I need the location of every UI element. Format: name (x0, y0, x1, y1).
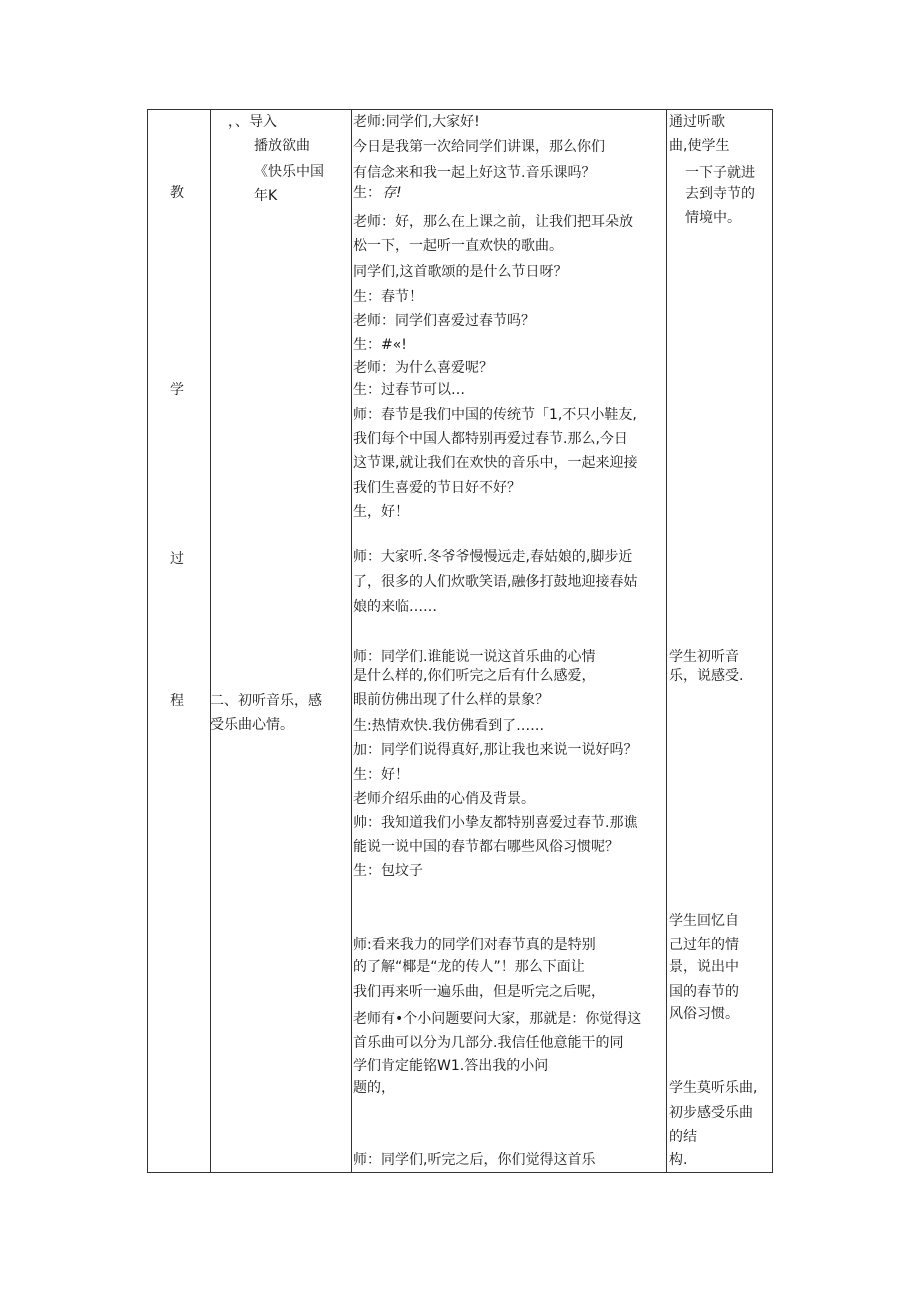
dialogue-line: 娘的来临…… (353, 599, 437, 615)
dialogue-line: 师：同学们,听完之后，你们觉得这首乐 (353, 1152, 596, 1168)
dialogue-line: 生：好！ (353, 767, 409, 783)
dialogue-line: 松一下，一起听一直欢快的歌曲。 (353, 238, 563, 254)
note-line: 通过听歌 (669, 114, 725, 130)
dialogue-line: 我们生喜爱的节日好不好？ (353, 480, 521, 496)
dialogue-line: 题的， (353, 1080, 395, 1096)
note-line: 初步感受乐曲 (669, 1105, 753, 1121)
section-heading-listen: 受乐曲心情。 (210, 717, 294, 733)
column-divider (210, 110, 211, 1172)
dialogue-line: 了，很多的人们炊歌笑语,融侈打鼓地迎接春姑 (353, 574, 638, 590)
dialogue-line: 老师：同学们喜爱过春节吗？ (353, 313, 535, 329)
dialogue-line: 能说一说中国的春节都右哪些风俗习惯呢？ (353, 839, 619, 855)
note-line: 乐，说感受. (669, 668, 744, 684)
note-line: 景，说出中 (669, 959, 739, 975)
dialogue-line: 我们每个中国人都特别再爱过春节.那么,今日 (353, 431, 628, 447)
note-line: 去到寺节的 (685, 186, 755, 202)
dialogue-line: 今日是我第一次给同学们讲课，那么你们 (353, 139, 605, 155)
dialogue-line: 生： (353, 185, 381, 201)
dialogue-line: 加：同学们说得真好,那让我也来说一说好吗？ (353, 742, 638, 758)
section-intro-line: 年K (254, 188, 278, 204)
note-line: 曲,使学生 (669, 138, 730, 154)
dialogue-line: 生:热情欢快.我仿佛看到了…… (353, 718, 545, 734)
dialogue-line: 生：春节！ (353, 289, 423, 305)
note-line: 的结 (669, 1129, 697, 1145)
dialogue-line: 的了解“椰是“龙的传人”！那么下面让 (353, 959, 585, 975)
note-line: 学生莫听乐曲, (669, 1080, 758, 1096)
note-line: 一下子就进 (685, 165, 755, 181)
section-intro-line: 播放欲曲 (254, 138, 310, 154)
dialogue-line: 同学们,这首歌颂的是什么节日呀？ (353, 264, 568, 280)
dialogue-line: 有信念来和我一起上好这节.音乐课吗？ (353, 165, 596, 181)
stage-label-char: 教 (170, 185, 184, 201)
dialogue-line: 存! (382, 185, 402, 201)
note-line: 学生初听音 (669, 649, 739, 665)
stage-label-char: 程 (170, 693, 184, 709)
dialogue-line: 是什么样的,你们听完之后有什么感爱， (353, 668, 596, 684)
dialogue-line: 生，好！ (353, 504, 409, 520)
note-line: 己过年的情 (669, 937, 739, 953)
dialogue-line: 师：春节是我们中国的传统节「1,不只小鞋友, (353, 407, 637, 423)
dialogue-line: 生：过春节可以… (353, 382, 465, 398)
dialogue-line: 帅：我知道我们小挚友都特别喜爱过春节.那谯 (353, 815, 638, 831)
dialogue-line: 我们再来听一遍乐曲，但是听完之后呢， (353, 984, 605, 1000)
dialogue-line: 老师：好，那么在上课之前，让我们把耳朵放 (353, 214, 633, 230)
dialogue-line: 老师：为什么喜爱呢？ (353, 360, 493, 376)
dialogue-line: 首乐曲可以分为几部分.我信任他意能干的同 (353, 1035, 624, 1051)
note-line: 构. (669, 1152, 688, 1168)
stage-label-char: 过 (170, 551, 184, 567)
dialogue-line: 这节课,就让我们在欢快的音乐中，一起来迎接 (353, 455, 638, 471)
note-line: 学生回忆自 (669, 913, 739, 929)
dialogue-line: 眼前仿佛出现了什么样的景象？ (353, 692, 549, 708)
dialogue-line: 老师介绍乐曲的心俏及背景。 (353, 791, 535, 807)
column-divider (351, 110, 352, 1172)
note-line: 情境中。 (685, 210, 741, 226)
section-heading-intro: ，、导入 (228, 114, 277, 130)
dialogue-line: 老师有•个小问题要问大家，那就是：你觉得这 (353, 1011, 642, 1027)
dialogue-line: 老师:同学们,大家好! (353, 114, 480, 130)
note-line: 风俗习惯。 (669, 1006, 739, 1022)
dialogue-line: 师:看来我力的同学们对春节真的是特别 (353, 937, 596, 953)
stage-label-char: 学 (170, 382, 184, 398)
dialogue-line: 学们肯定能铭W1.答出我的小问 (353, 1058, 549, 1074)
dialogue-line: 师：大家听.冬爷爷慢慢远走,春姑娘的,脚步近 (353, 549, 633, 565)
section-heading-listen: 二、初听音乐，感 (210, 693, 322, 709)
section-intro-line: 《快乐中国 (254, 164, 324, 180)
dialogue-line: 生：包坟子 (353, 863, 423, 879)
note-line: 国的春节的 (669, 984, 739, 1000)
dialogue-line: 生：#«! (353, 337, 407, 353)
dialogue-line: 师：同学们.谁能说一说这首乐曲的心情 (353, 649, 596, 665)
column-divider (666, 110, 667, 1172)
